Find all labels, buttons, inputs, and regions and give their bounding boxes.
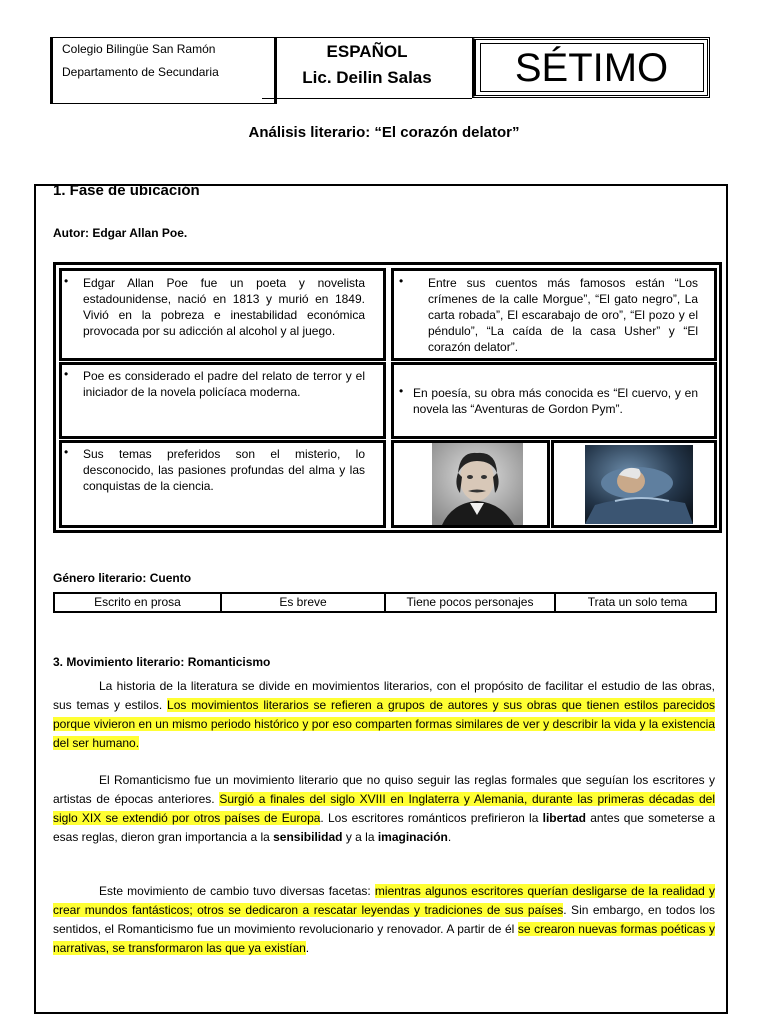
info-cell-illustration: [551, 440, 717, 528]
department-name: Departamento de Secundaria: [62, 65, 219, 79]
genre-heading: Género literario: Cuento: [53, 571, 192, 585]
author-info-table: [53, 262, 722, 533]
paragraph-text: .: [305, 941, 310, 955]
info-cell-poetry: [391, 362, 717, 439]
paragraph-text: y a la: [342, 830, 378, 844]
highlighted-text: Surgió a finales del siglo XVIII en Inglaterra y Alemania, durante las primeras décadas del siglo XIX se extendió por otros países de Europa: [53, 792, 715, 825]
genre-trait-cell: Tiene pocos personajes: [386, 594, 556, 611]
info-text: Edgar Allan Poe fue un poeta y novelista estadounidense, nació en 1813 y murió en 1849. Vivió en la pobreza e inestabilidad económica provocada por su adicción al alcohol y al juego.: [83, 276, 365, 338]
bold-term: libertad: [542, 811, 586, 825]
teacher-name: Lic. Deilin Salas: [302, 68, 432, 87]
paragraph-text: . Sin embargo, en todos los sentidos, el Romanticismo fue un movimiento revolucionario y renovador. A partir de él: [53, 903, 715, 936]
poe-portrait-image: [432, 443, 523, 525]
genre-traits-table: [53, 592, 717, 613]
info-text: En poesía, su obra más conocida es “El cuervo, y en novela las “Aventuras de Gordon Pym”.: [413, 386, 698, 416]
sleeping-man-illustration: [585, 445, 693, 524]
info-cell-stories: [391, 268, 717, 361]
info-text: Sus temas preferidos son el misterio, lo desconocido, las pasiones profundas del alma y las conquistas de la ciencia.: [83, 447, 365, 493]
highlighted-text: se crearon nuevas formas poéticas y narrativas, se transformaron las que ya existían: [53, 922, 715, 955]
paragraph-text: antes que someterse a esas reglas, dieron gran importancia a la: [53, 811, 716, 844]
paragraph-text: .: [447, 830, 452, 844]
paragraph-2: [53, 771, 715, 847]
info-text: Poe es considerado el padre del relato de terror y el iniciador de la novela policíaca moderna.: [83, 369, 365, 399]
info-cell-genre-father: [59, 362, 386, 439]
paragraph-text: La historia de la literatura se divide en movimientos literarios, con el propósito de facilitar el estudio de las obras, sus temas y estilos.: [53, 679, 715, 712]
school-name: Colegio Bilingüe San Ramón: [62, 42, 216, 56]
highlighted-text: mientras algunos escritores querían desligarse de la realidad y crear mundos fantásticos; otros se dedicaron a rescatar leyendas y tradiciones de sus países: [53, 884, 716, 917]
school-info-box: [50, 37, 277, 104]
info-text: Entre sus cuentos más famosos están “Los crímenes de la calle Morgue”, “El gato negro”, La carta robada”, El escarabajo de oro”, “El pozo y el péndulo”, “La caída de la casa Usher” y “El corazón delator”.: [428, 276, 698, 354]
genre-trait-cell: Trata un solo tema: [587, 595, 688, 609]
document-title: Análisis literario: “El corazón delator”: [248, 124, 520, 141]
paragraph-1: [53, 677, 715, 753]
highlighted-text: Los movimientos literarios se refieren a grupos de autores y sus obras que tienen estilos parecidos porque vivieron en un mismo periodo histórico y por eso comparten formas similares de ver y describir la vida y la existencia del ser humano.: [53, 698, 716, 750]
genre-trait-cell: Escrito en prosa: [55, 594, 222, 611]
bold-term: sensibilidad: [273, 830, 343, 844]
paragraph-3: [53, 882, 715, 958]
bullet: •: [64, 367, 69, 381]
bullet: •: [399, 384, 404, 398]
section1-heading: 1. Fase de ubicación: [53, 182, 200, 199]
grade-inner-border: [480, 43, 704, 92]
info-cell-portrait: [391, 440, 550, 528]
grade-label: SÉTIMO: [514, 46, 669, 90]
author-line: Autor: Edgar Allan Poe.: [53, 226, 188, 240]
bullet: •: [64, 445, 69, 459]
paragraph-text: . Los escritores románticos prefirieron la: [320, 811, 543, 825]
subject-name: ESPAÑOL: [326, 42, 408, 61]
bold-term: imaginación: [377, 830, 448, 844]
subject-box: [262, 37, 472, 99]
bullet: •: [399, 274, 404, 288]
grade-box: [472, 37, 710, 98]
paragraph-text: Este movimiento de cambio tuvo diversas facetas:: [99, 884, 375, 898]
info-cell-biography: [59, 268, 386, 361]
section3-heading: 3. Movimiento literario: Romanticismo: [53, 655, 271, 669]
bullet: •: [64, 274, 69, 288]
genre-trait-cell: Es breve: [222, 594, 386, 611]
paragraph-text: El Romanticismo fue un movimiento literario que no quiso seguir las reglas formales que seguían los escritores y artistas de épocas anteriores.: [53, 773, 715, 806]
info-cell-themes: [59, 440, 386, 528]
